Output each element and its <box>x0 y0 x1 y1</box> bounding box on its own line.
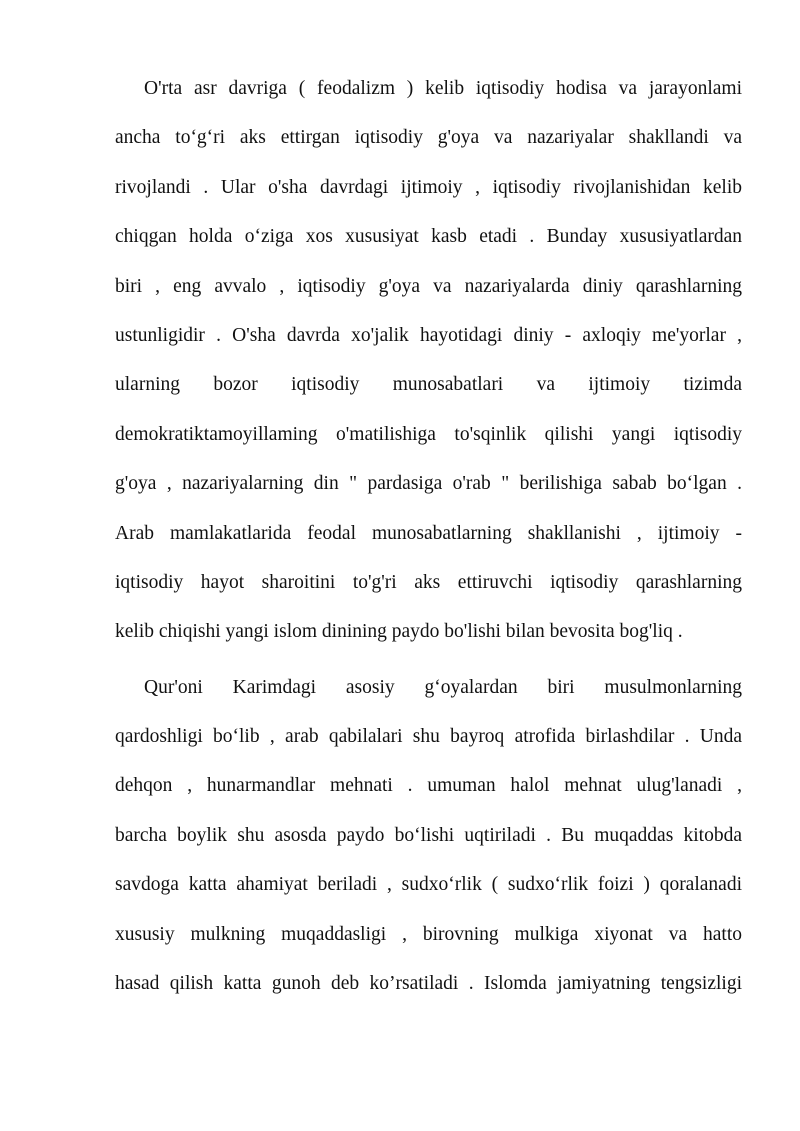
text-line: savdoga katta ahamiyat beriladi , sudxo‘rlik ( sudxo‘rlik foizi ) qoralanadi <box>115 874 742 896</box>
text-line: Qur'oni Karimdagi asosiy g‘oyalardan biri musulmonlarning <box>144 676 742 698</box>
text-line: biri , eng avvalo , iqtisodiy g'oya va nazariyalarda diniy qarashlarning <box>115 275 742 297</box>
text-line: barcha boylik shu asosda paydo bo‘lishi uqtiriladi . Bu muqaddas kitobda <box>115 824 742 846</box>
text-line: ularning bozor iqtisodiy munosabatlari va ijtimoiy tizimda <box>115 374 742 396</box>
text-line: chiqgan holda o‘ziga xos xususiyat kasb etadi . Bunday xususiyatlardan <box>115 226 742 248</box>
text-line: Arab mamlakatlarida feodal munosabatlarning shakllanishi , ijtimoiy - <box>115 522 742 544</box>
text-line: ustunligidir . O'sha davrda xo'jalik hayotidagi diniy - axloqiy me'yorlar , <box>115 324 742 346</box>
text-line: demokratiktamoyillaming o'matilishiga to'sqinlik qilishi yangi iqtisodiy <box>115 423 742 445</box>
paragraph-1 <box>115 72 742 665</box>
text-line: iqtisodiy hayot sharoitini to'g'ri aks ettiruvchi iqtisodiy qarashlarning <box>115 571 742 593</box>
text-line: rivojlandi . Ular o'sha davrdagi ijtimoiy , iqtisodiy rivojlanishidan kelib <box>115 176 742 198</box>
document-body <box>115 72 742 1016</box>
text-line: g'oya , nazariyalarning din " pardasiga o'rab " berilishiga sabab bo‘lgan . <box>115 473 742 495</box>
text-line: qardoshligi bo‘lib , arab qabilalari shu bayroq atrofida birlashdilar . Unda <box>115 726 742 748</box>
text-line: O'rta asr davriga ( feodalizm ) kelib iqtisodiy hodisa va jarayonlami <box>144 78 742 99</box>
paragraph-2 <box>115 671 742 1017</box>
text-line: kelib chiqishi yangi islom dinining paydo bo'lishi bilan bevosita bog'liq . <box>115 621 683 643</box>
text-line: ancha to‘g‘ri aks ettirgan iqtisodiy g'oya va nazariyalar shakllandi va <box>115 127 742 149</box>
text-line: dehqon , hunarmandlar mehnati . umuman halol mehnat ulug'lanadi , <box>115 775 742 797</box>
text-line: hasad qilish katta gunoh deb ko’rsatiladi . Islomda jamiyatning tengsizligi <box>115 973 742 995</box>
text-line: xususiy mulkning muqaddasligi , birovning mulkiga xiyonat va hatto <box>115 923 742 945</box>
